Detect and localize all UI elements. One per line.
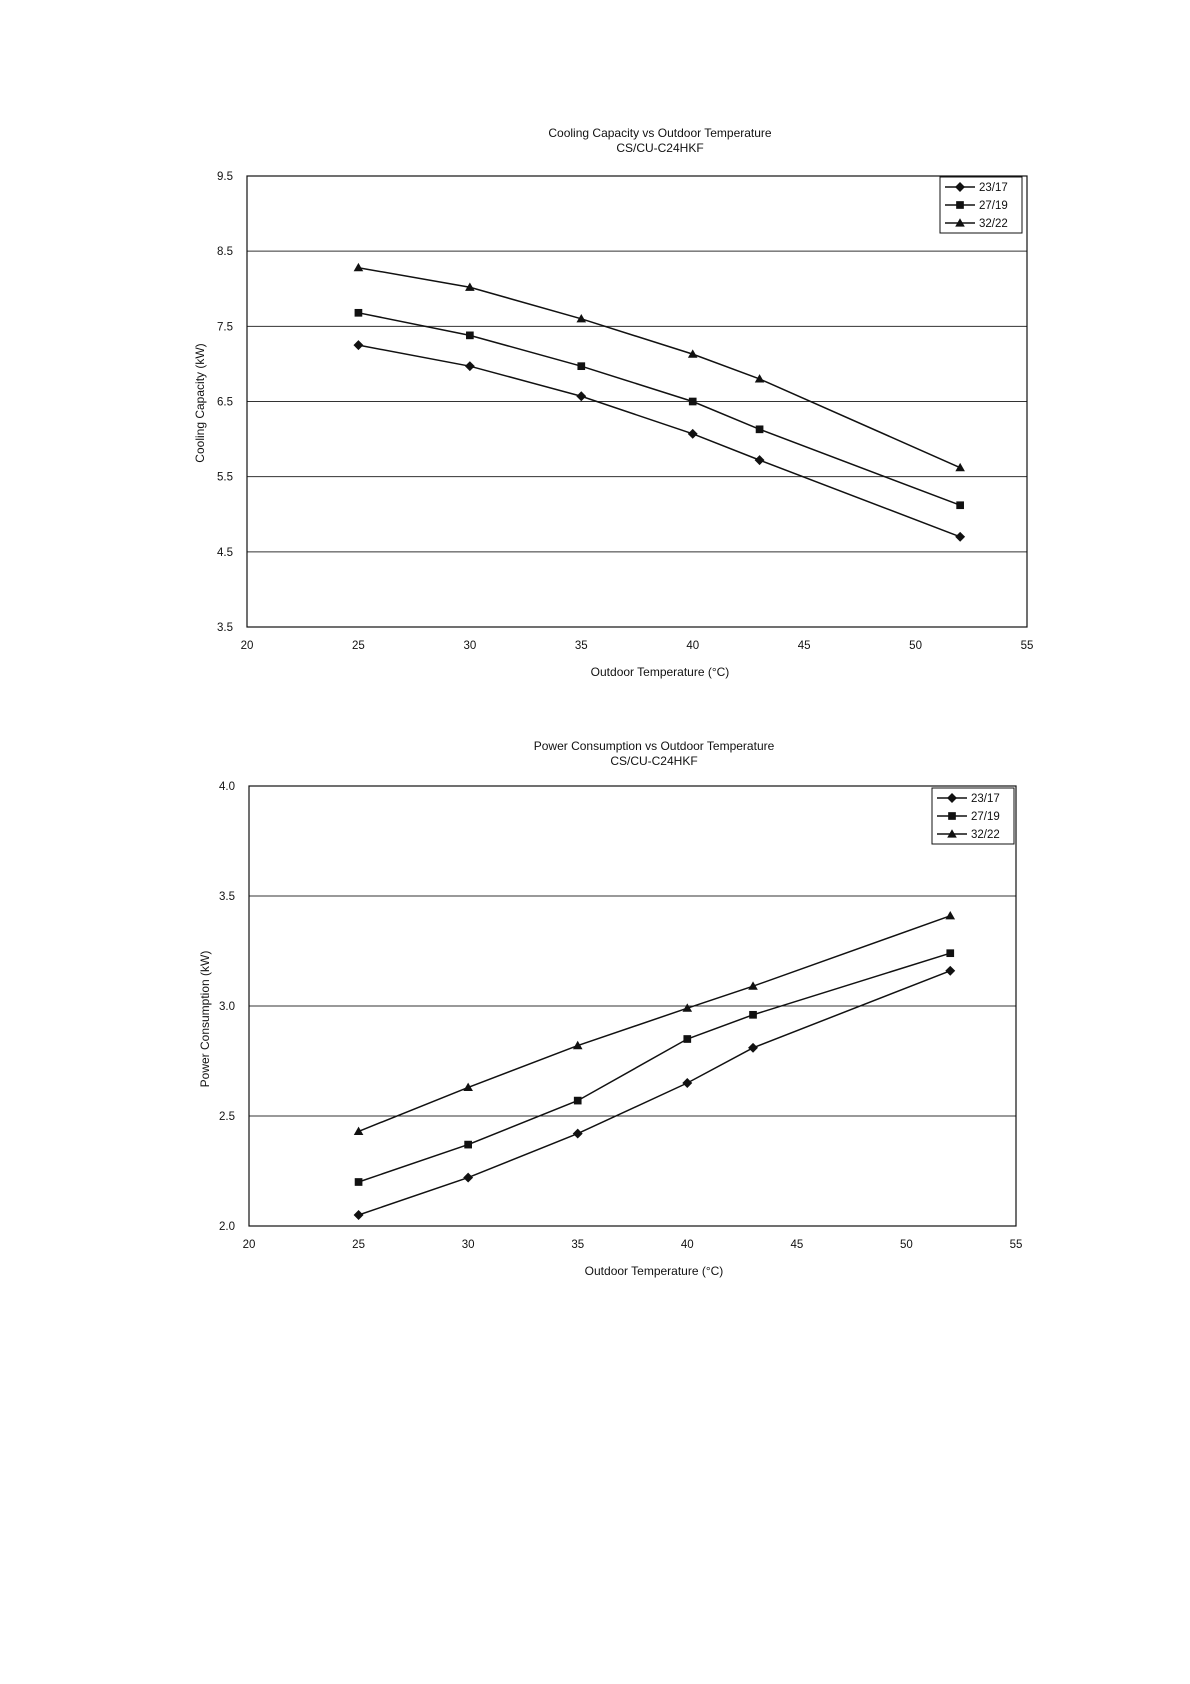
chart-title: Power Consumption vs Outdoor Temperature [533, 739, 775, 753]
data-point-23-17 [576, 391, 586, 401]
chart-subtitle: CS/CU-C24HKF [616, 141, 704, 155]
legend-label-27-19: 27/19 [971, 811, 1000, 823]
cooling-capacity-chart [0, 0, 1190, 700]
x-tick-label: 55 [1020, 640, 1034, 652]
x-tick-label: 55 [1009, 1239, 1023, 1251]
x-axis-title: Outdoor Temperature (°C) [590, 665, 730, 679]
y-tick-label: 5.5 [217, 471, 233, 484]
x-axis-title: Outdoor Temperature (°C) [584, 1264, 724, 1278]
data-point-23-17 [463, 1173, 473, 1183]
chart-subtitle: CS/CU-C24HKF [610, 754, 698, 768]
x-tick-label: 30 [463, 640, 477, 652]
power-consumption-plot [0, 700, 1190, 1300]
data-point-23-17 [688, 429, 698, 439]
legend-label-27-19: 27/19 [979, 200, 1008, 212]
x-tick-label: 35 [571, 1239, 585, 1251]
x-tick-label: 45 [797, 640, 811, 652]
series-line-32-22 [359, 916, 951, 1132]
y-tick-label: 4.5 [217, 546, 233, 559]
data-point-23-17 [748, 1043, 758, 1053]
y-tick-label: 3.5 [219, 891, 235, 903]
chart-title: Cooling Capacity vs Outdoor Temperature [548, 126, 772, 140]
data-point-27-19 [689, 398, 697, 406]
data-point-27-19 [355, 1178, 363, 1186]
series-line-32-22 [358, 268, 960, 468]
legend-label-23-17: 23/17 [971, 793, 1000, 805]
data-point-32-22 [945, 911, 955, 919]
data-point-23-17 [755, 455, 765, 465]
series-line-23-17 [358, 345, 960, 537]
cooling-capacity-plot [0, 0, 1190, 700]
data-point-23-17 [945, 966, 955, 976]
legend [932, 788, 1014, 844]
data-point-32-22 [955, 463, 965, 471]
legend-label-23-17: 23/17 [979, 182, 1008, 194]
legend [940, 177, 1022, 233]
data-point-27-19 [946, 949, 954, 957]
data-point-27-19 [956, 501, 964, 509]
x-tick-label: 30 [461, 1239, 475, 1251]
y-tick-label: 6.5 [217, 396, 233, 409]
y-tick-label: 7.5 [217, 321, 233, 334]
y-axis-title: Cooling Capacity (kW) [193, 343, 207, 463]
x-tick-label: 20 [242, 1239, 256, 1251]
data-point-27-19 [749, 1011, 757, 1019]
data-point-27-19 [355, 309, 363, 317]
legend-label-32-22: 32/22 [979, 218, 1008, 230]
y-axis-title: Power Consumption (kW) [198, 950, 212, 1088]
legend-label-32-22: 32/22 [971, 829, 1000, 841]
data-point-23-17 [353, 340, 363, 350]
data-point-23-17 [465, 361, 475, 371]
y-tick-label: 8.5 [217, 246, 233, 259]
y-tick-label: 4.0 [219, 781, 235, 793]
y-tick-label: 9.5 [217, 171, 233, 183]
x-tick-label: 45 [790, 1239, 804, 1251]
x-tick-label: 35 [574, 640, 588, 652]
power-consumption-chart [0, 700, 1190, 1300]
series-line-23-17 [359, 971, 951, 1215]
data-point-27-19 [683, 1035, 691, 1043]
y-tick-label: 3.5 [217, 622, 233, 634]
data-point-27-19 [756, 425, 764, 433]
data-point-27-19 [574, 1097, 582, 1105]
y-tick-label: 2.0 [219, 1221, 235, 1233]
series-line-27-19 [359, 953, 951, 1182]
x-tick-label: 20 [240, 640, 254, 652]
data-point-32-22 [354, 263, 364, 271]
data-point-23-17 [955, 532, 965, 542]
data-point-27-19 [577, 362, 585, 370]
data-point-23-17 [354, 1210, 364, 1220]
x-tick-label: 50 [909, 640, 922, 652]
data-point-23-17 [682, 1078, 692, 1088]
data-point-27-19 [466, 332, 474, 340]
x-tick-label: 40 [680, 1239, 694, 1251]
x-tick-label: 50 [900, 1239, 913, 1251]
y-tick-label: 2.5 [219, 1111, 235, 1123]
x-tick-label: 25 [352, 1239, 365, 1251]
legend-marker-27-19 [956, 201, 964, 209]
x-tick-label: 25 [352, 640, 365, 652]
y-tick-label: 3.0 [219, 1001, 235, 1013]
x-tick-label: 40 [686, 640, 700, 652]
legend-marker-27-19 [948, 812, 956, 820]
data-point-23-17 [573, 1129, 583, 1139]
data-point-27-19 [464, 1141, 472, 1149]
